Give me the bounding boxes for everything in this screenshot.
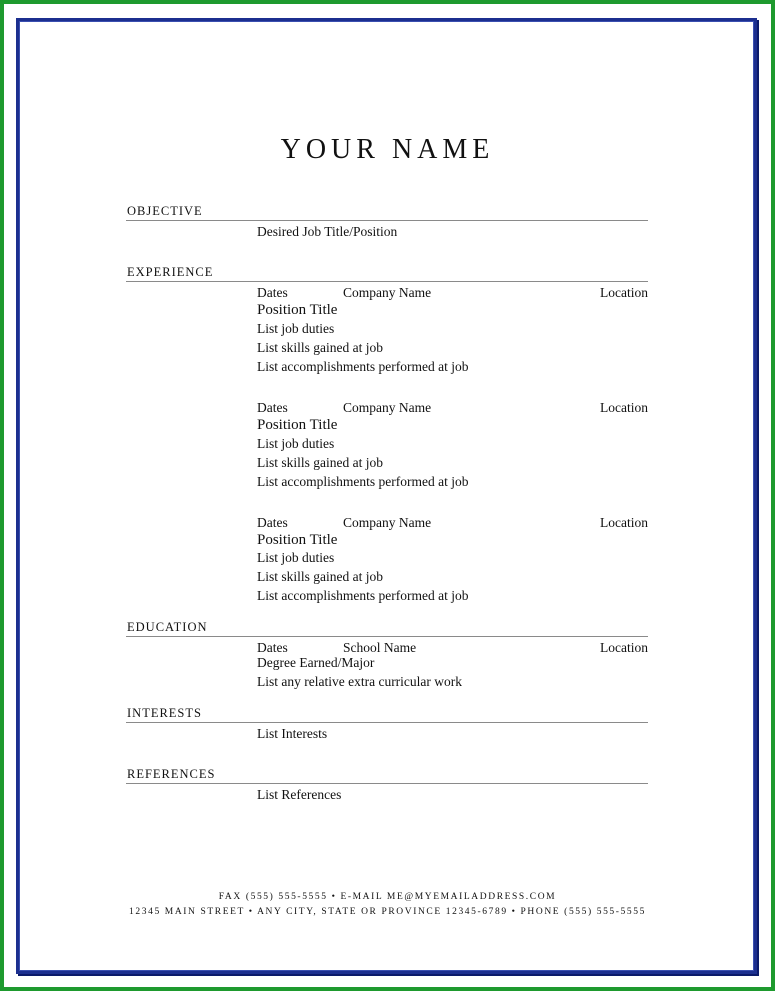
footer-address-line: 12345 MAIN STREET • ANY CITY, STATE OR PROVINCE 12345-6789 • PHONE (555) 555-5555: [129, 907, 646, 917]
job-skills: List skills gained at job: [257, 340, 383, 355]
job-location: Location: [600, 400, 648, 415]
job-dates: Dates: [257, 400, 288, 415]
experience-heading: [126, 263, 648, 282]
job-position: Position Title: [257, 417, 338, 433]
job-company: Company Name: [343, 515, 432, 530]
job-accomplishments: List accomplishments performed at job: [257, 588, 469, 603]
objective-text: Desired Job Title/Position: [257, 224, 398, 239]
job-accomplishments: List accomplishments performed at job: [257, 474, 469, 489]
education-extra: List any relative extra curricular work: [257, 674, 463, 689]
education-dates: Dates: [257, 640, 288, 655]
education-heading: [126, 618, 648, 637]
education-degree: Degree Earned/Major: [257, 655, 375, 670]
interests-heading-label: INTERESTS: [127, 706, 202, 720]
job-accomplishments: List accomplishments performed at job: [257, 359, 469, 374]
job-dates: Dates: [257, 285, 288, 300]
job-location: Location: [600, 515, 648, 530]
job-duties: List job duties: [257, 436, 335, 451]
experience-heading-label: EXPERIENCE: [127, 265, 214, 279]
job-location: Location: [600, 285, 648, 300]
interests-text: List Interests: [257, 726, 328, 741]
job-position: Position Title: [257, 532, 338, 548]
references-heading-label: REFERENCES: [127, 767, 216, 781]
job-company: Company Name: [343, 285, 432, 300]
education-school: School Name: [343, 640, 417, 655]
interests-heading: [126, 704, 648, 723]
education-location: Location: [600, 640, 648, 655]
education-heading-label: EDUCATION: [127, 620, 208, 634]
resume-name: YOUR NAME: [280, 134, 495, 165]
objective-heading: [126, 202, 648, 221]
job-skills: List skills gained at job: [257, 455, 383, 470]
job-dates: Dates: [257, 515, 288, 530]
objective-heading-label: OBJECTIVE: [127, 204, 203, 218]
references-heading: [126, 765, 648, 784]
job-company: Company Name: [343, 400, 432, 415]
job-duties: List job duties: [257, 550, 335, 565]
footer-contact-line: FAX (555) 555-5555 • E-MAIL ME@MYEMAILADDRESS.COM: [218, 892, 557, 902]
references-text: List References: [257, 787, 342, 802]
job-position: Position Title: [257, 302, 338, 318]
job-duties: List job duties: [257, 321, 335, 336]
job-skills: List skills gained at job: [257, 569, 383, 584]
